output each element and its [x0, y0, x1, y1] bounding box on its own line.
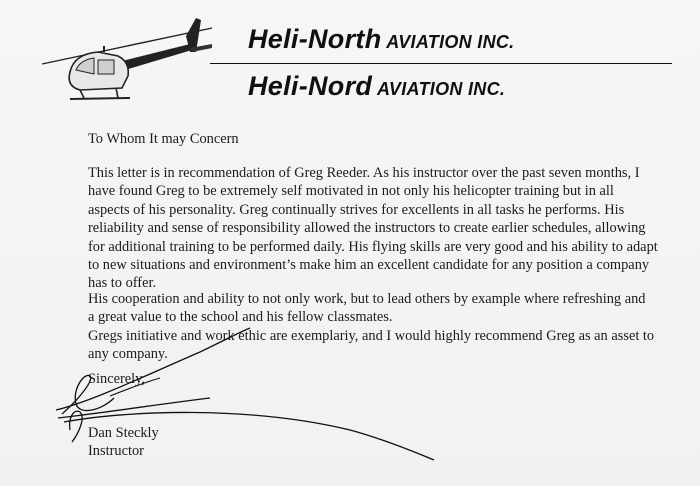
- company-name-english: [248, 24, 514, 55]
- company-name-french: [248, 71, 505, 102]
- paragraph-line: Gregs initiative and work ethic are exemplariy, and I would highly recommend Greg as an asset to: [88, 327, 655, 344]
- paragraph-1: [88, 164, 658, 293]
- signer-title: Instructor: [88, 443, 144, 459]
- paragraph-2: [88, 290, 655, 364]
- company-name-suffix: AVIATION INC.: [376, 79, 506, 99]
- company-name-main: Heli-North: [248, 24, 382, 54]
- paragraph-line: to new situations and environment’s make him an excellent candidate for any position a company: [88, 257, 650, 274]
- company-name-main: Heli-Nord: [248, 71, 373, 101]
- helicopter-icon: [40, 14, 220, 104]
- paragraph-line: any company.: [88, 346, 168, 363]
- signer-name: Dan Steckly: [88, 425, 159, 441]
- paragraph-line: has to offer.: [88, 275, 157, 292]
- company-name-suffix: AVIATION INC.: [386, 32, 515, 52]
- salutation: To Whom It may Concern: [88, 131, 239, 147]
- paragraph-line: His cooperation and ability to not only work, but to lead others by example where refreshing and: [88, 291, 646, 307]
- paragraph-line: a great value to the school and his fellow classmates.: [88, 309, 393, 326]
- paragraph-line: aspects of his personality. Greg continually strives for excellents in all tasks he performs. His: [88, 201, 625, 218]
- paragraph-line: This letter is in recommendation of Greg Reeder. As his instructor over the past seven months, I: [88, 165, 640, 181]
- closing: Sincerely,: [88, 371, 146, 387]
- paragraph-line: for additional training to be performed daily. His flying skills are very good and his ability to adapt: [88, 238, 658, 255]
- paragraph-line: have found Greg to be extremely self motivated in not only his helicopter training but in all: [88, 183, 614, 200]
- letterhead-divider: [210, 63, 672, 64]
- paragraph-line: reliability and sense of responsibility allowed the instructors to create earlier schedules, allowing: [88, 220, 646, 237]
